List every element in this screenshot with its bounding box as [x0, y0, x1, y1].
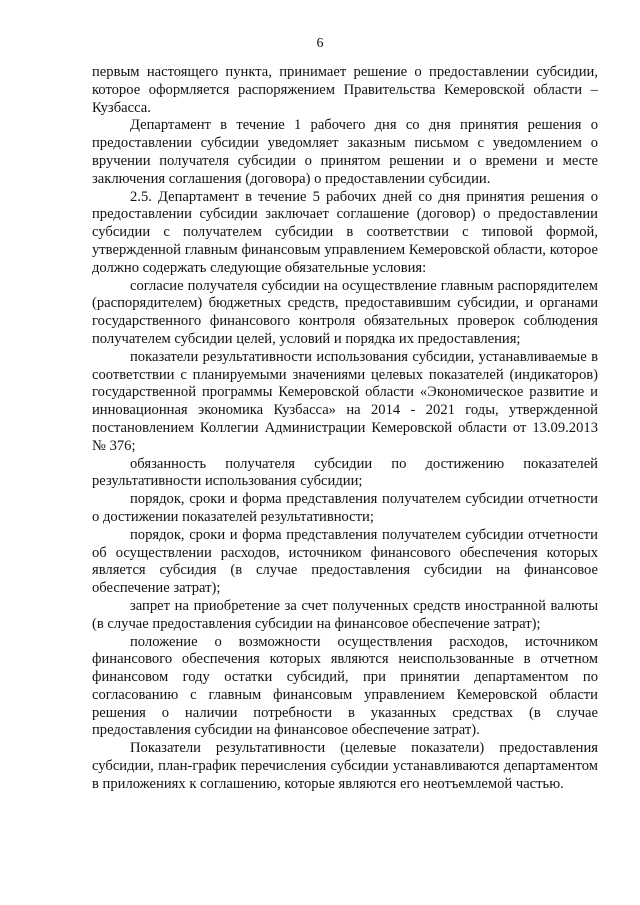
- paragraph: обязанность получателя субсидии по достижению показателей результативности использования субсидии;: [92, 455, 598, 490]
- paragraph: порядок, сроки и форма представления получателем субсидии отчетности об осуществлении расходов, источником финансового обеспечения которых является субсидия (в случае предоставления субсидии на финансовое обеспечение затрат);: [92, 526, 598, 597]
- document-body: [92, 64, 598, 794]
- paragraph: Департамент в течение 1 рабочего дня со дня принятия решения о предоставлении субсидии уведомляет заказным письмом с уведомлением о вручении получателя субсидии о принятом решении и о времени и месте заключения соглашения (договора) о предоставлении субсидии.: [92, 117, 598, 187]
- paragraph: запрет на приобретение за счет полученных средств иностранной валюты (в случае предоставления субсидии на финансовое обеспечение затрат);: [92, 597, 598, 632]
- paragraph: согласие получателя субсидии на осуществление главным распорядителем (распорядителем) бюджетных средств, предоставившим субсидии, и органами государственного финансового контроля обязательных проверок соблюдения получателем субсидии целей, условий и порядка их предоставления;: [92, 277, 598, 347]
- paragraph: порядок, сроки и форма представления получателем субсидии отчетности о достижении показателей результативности;: [92, 491, 598, 525]
- paragraph: положение о возможности осуществления расходов, источником финансового обеспечения которых являются неиспользованные в отчетном финансовом году остатки субсидий, при принятии департаментом по согласованию с главным финансовым управлением Кемеровской области решения о наличии потребности в указанных средствах (в случае предоставления субсидии на финансовое обеспечение затрат).: [92, 633, 598, 739]
- paragraph: показатели результативности использования субсидии, устанавливаемые в соответствии с планируемыми значениями целевых показателей (индикаторов) государственной программы Кемеровской области «Экономическое развитие и инновационная экономика Кузбасса» на 2014 - 2021 годы, утвержденной постановлением Коллегии Администрации Кемеровской области от 13.09.2013 № 376;: [92, 348, 598, 454]
- paragraph: Показатели результативности (целевые показатели) предоставления субсидии, план-график перечисления субсидии устанавливаются департаментом в приложениях к соглашению, которые являются его неотъемлемой частью.: [92, 740, 598, 792]
- paragraph: первым настоящего пункта, принимает решение о предоставлении субсидии, которое оформляется распоряжением Правительства Кемеровской области – Кузбасса.: [92, 64, 598, 116]
- page-number: 6: [316, 36, 324, 51]
- paragraph: 2.5. Департамент в течение 5 рабочих дней со дня принятия решения о предоставлении субсидии заключает соглашение (договор) о предоставлении субсидии с получателем субсидии в соответствии с типовой формой, утвержденной главным финансовым управлением Кемеровской области, которое должно содержать следующие обязательные условия:: [92, 188, 598, 276]
